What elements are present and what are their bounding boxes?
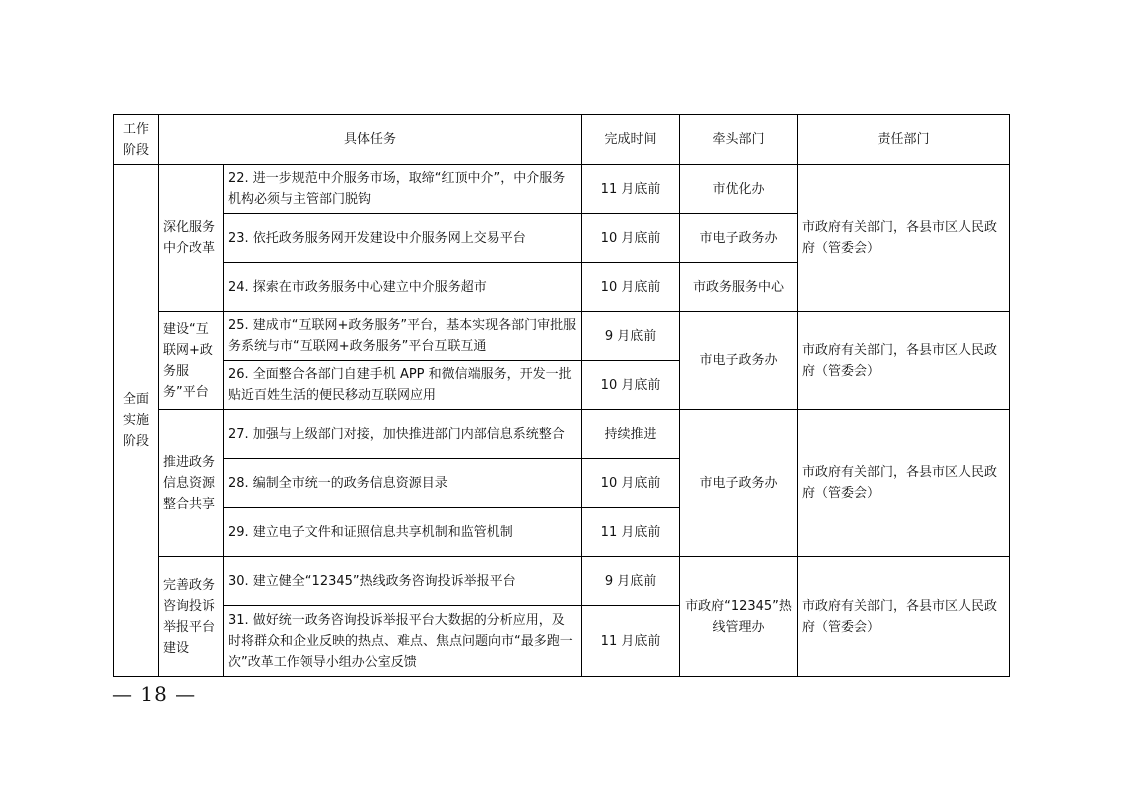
lead-cell: 市电子政务办 — [680, 312, 798, 410]
group-name: 推进政务信息资源整合共享 — [159, 410, 224, 557]
task-cell: 25. 建成市“互联网+政务服务”平台，基本实现各部门审批服务系统与市“互联网+政务服务”平台互联互通 — [224, 312, 582, 361]
table-row — [114, 557, 1010, 606]
page-number: — 18 — — [112, 682, 197, 706]
time-cell: 11 月底前 — [582, 508, 680, 557]
group-name: 深化服务中介改革 — [159, 165, 224, 312]
task-cell: 22. 进一步规范中介服务市场，取缔“红顶中介”，中介服务机构必须与主管部门脱钩 — [224, 165, 582, 214]
lead-cell: 市政务服务中心 — [680, 263, 798, 312]
time-cell: 9 月底前 — [582, 557, 680, 606]
resp-cell: 市政府有关部门，各县市区人民政府（管委会） — [798, 410, 1010, 557]
header-time: 完成时间 — [582, 115, 680, 165]
header-resp: 责任部门 — [798, 115, 1010, 165]
time-cell: 9 月底前 — [582, 312, 680, 361]
task-cell: 29. 建立电子文件和证照信息共享机制和监管机制 — [224, 508, 582, 557]
resp-cell: 市政府有关部门，各县市区人民政府（管委会） — [798, 165, 1010, 312]
table-row — [114, 410, 1010, 459]
task-table — [113, 114, 1010, 677]
header-row — [114, 115, 1010, 165]
task-cell: 24. 探索在市政务服务中心建立中介服务超市 — [224, 263, 582, 312]
group-name: 完善政务咨询投诉举报平台建设 — [159, 557, 224, 677]
time-cell: 10 月底前 — [582, 361, 680, 410]
lead-cell: 市电子政务办 — [680, 410, 798, 557]
resp-cell: 市政府有关部门，各县市区人民政府（管委会） — [798, 557, 1010, 677]
lead-cell: 市优化办 — [680, 165, 798, 214]
task-cell: 30. 建立健全“12345”热线政务咨询投诉举报平台 — [224, 557, 582, 606]
task-cell: 27. 加强与上级部门对接，加快推进部门内部信息系统整合 — [224, 410, 582, 459]
group-name: 建设“互联网+政务服务”平台 — [159, 312, 224, 410]
header-task: 具体任务 — [159, 115, 582, 165]
lead-cell: 市政府“12345”热线管理办 — [680, 557, 798, 677]
time-cell: 10 月底前 — [582, 459, 680, 508]
task-cell: 28. 编制全市统一的政务信息资源目录 — [224, 459, 582, 508]
resp-cell: 市政府有关部门，各县市区人民政府（管委会） — [798, 312, 1010, 410]
table-row — [114, 165, 1010, 214]
task-cell: 26. 全面整合各部门自建手机 APP 和微信端服务，开发一批贴近百姓生活的便民移动互联网应用 — [224, 361, 582, 410]
task-cell: 23. 依托政务服务网开发建设中介服务网上交易平台 — [224, 214, 582, 263]
header-lead: 牵头部门 — [680, 115, 798, 165]
time-cell: 10 月底前 — [582, 263, 680, 312]
time-cell: 10 月底前 — [582, 214, 680, 263]
task-cell: 31. 做好统一政务咨询投诉举报平台大数据的分析应用，及时将群众和企业反映的热点、难点、焦点问题向市“最多跑一次”改革工作领导小组办公室反馈 — [224, 606, 582, 677]
stage-cell: 全面实施阶段 — [114, 165, 159, 677]
time-cell: 11 月底前 — [582, 165, 680, 214]
lead-cell: 市电子政务办 — [680, 214, 798, 263]
time-cell: 11 月底前 — [582, 606, 680, 677]
time-cell: 持续推进 — [582, 410, 680, 459]
table-row — [114, 312, 1010, 361]
header-stage: 工作阶段 — [114, 115, 159, 165]
